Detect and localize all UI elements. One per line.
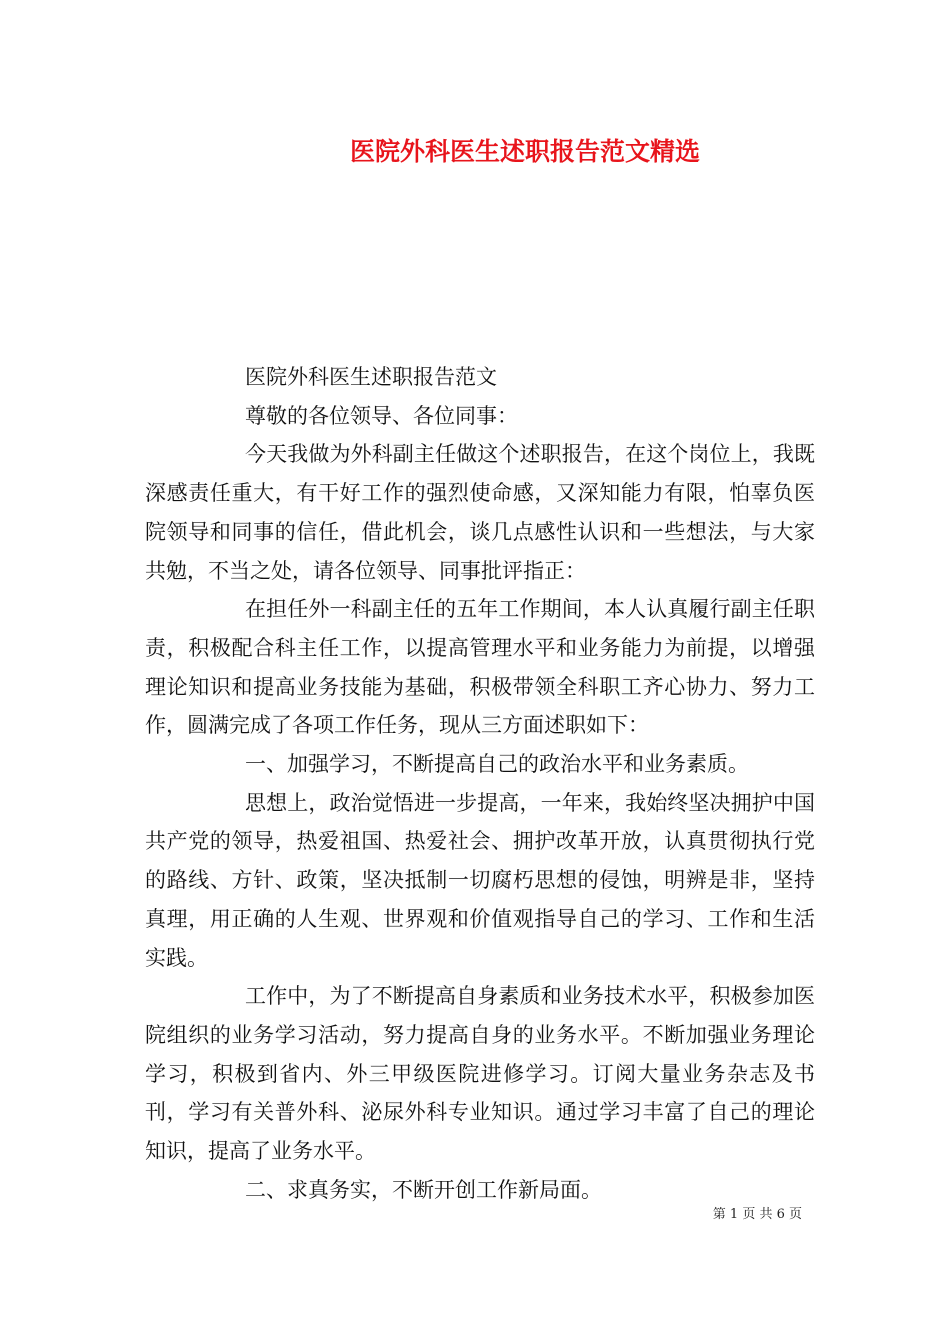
section-heading-1: 一、加强学习，不断提高自己的政治水平和业务素质。: [245, 752, 749, 777]
paragraph-salutation: 尊敬的各位领导、各位同事：: [245, 403, 518, 428]
paragraph-ideology: 思想上，政治觉悟进一步提高，一年来，我始终坚决拥护中国共产党的领导，热爱祖国、热爱社会、拥护改革开放，认真贯彻执行党的路线、方针、政策，坚决抵制一切腐朽思想的侵蚀，明辨是非，坚持真理，用正确的人生观、世界观和价值观指导自己的学习、工作和生活实践。: [145, 790, 815, 970]
paragraph-overview: 在担任外一科副主任的五年工作期间，本人认真履行副主任职责，积极配合科主任工作，以提高管理水平和业务能力为前提，以增强理论知识和提高业务技能为基础，积极带领全科职工齐心协力、努力工作，圆满完成了各项工作任务，现从三方面述职如下：: [145, 597, 815, 738]
document-body: [145, 358, 815, 1209]
paragraph-heading: 医院外科医生述职报告范文: [245, 365, 497, 389]
page-number-footer: 第 1 页 共 6 页: [712, 1207, 802, 1222]
paragraph-work: 工作中，为了不断提高自身素质和业务技术水平，积极参加医院组织的业务学习活动，努力提高自身的业务水平。不断加强业务理论学习，积极到省内、外三甲级医院进修学习。订阅大量业务杂志及书刊，学习有关普外科、泌尿外科专业知识。通过学习丰富了自己的理论知识，提高了业务水平。: [145, 984, 815, 1164]
paragraph-intro: 今天我做为外科副主任做这个述职报告，在这个岗位上，我既深感责任重大，有干好工作的强烈使命感，又深知能力有限，怕辜负医院领导和同事的信任，借此机会，谈几点感性认识和一些想法，与大家共勉，不当之处，请各位领导、同事批评指正：: [145, 442, 815, 583]
document-title: 医院外科医生述职报告范文精选: [349, 137, 700, 166]
section-heading-2: 二、求真务实，不断开创工作新局面。: [245, 1177, 602, 1202]
